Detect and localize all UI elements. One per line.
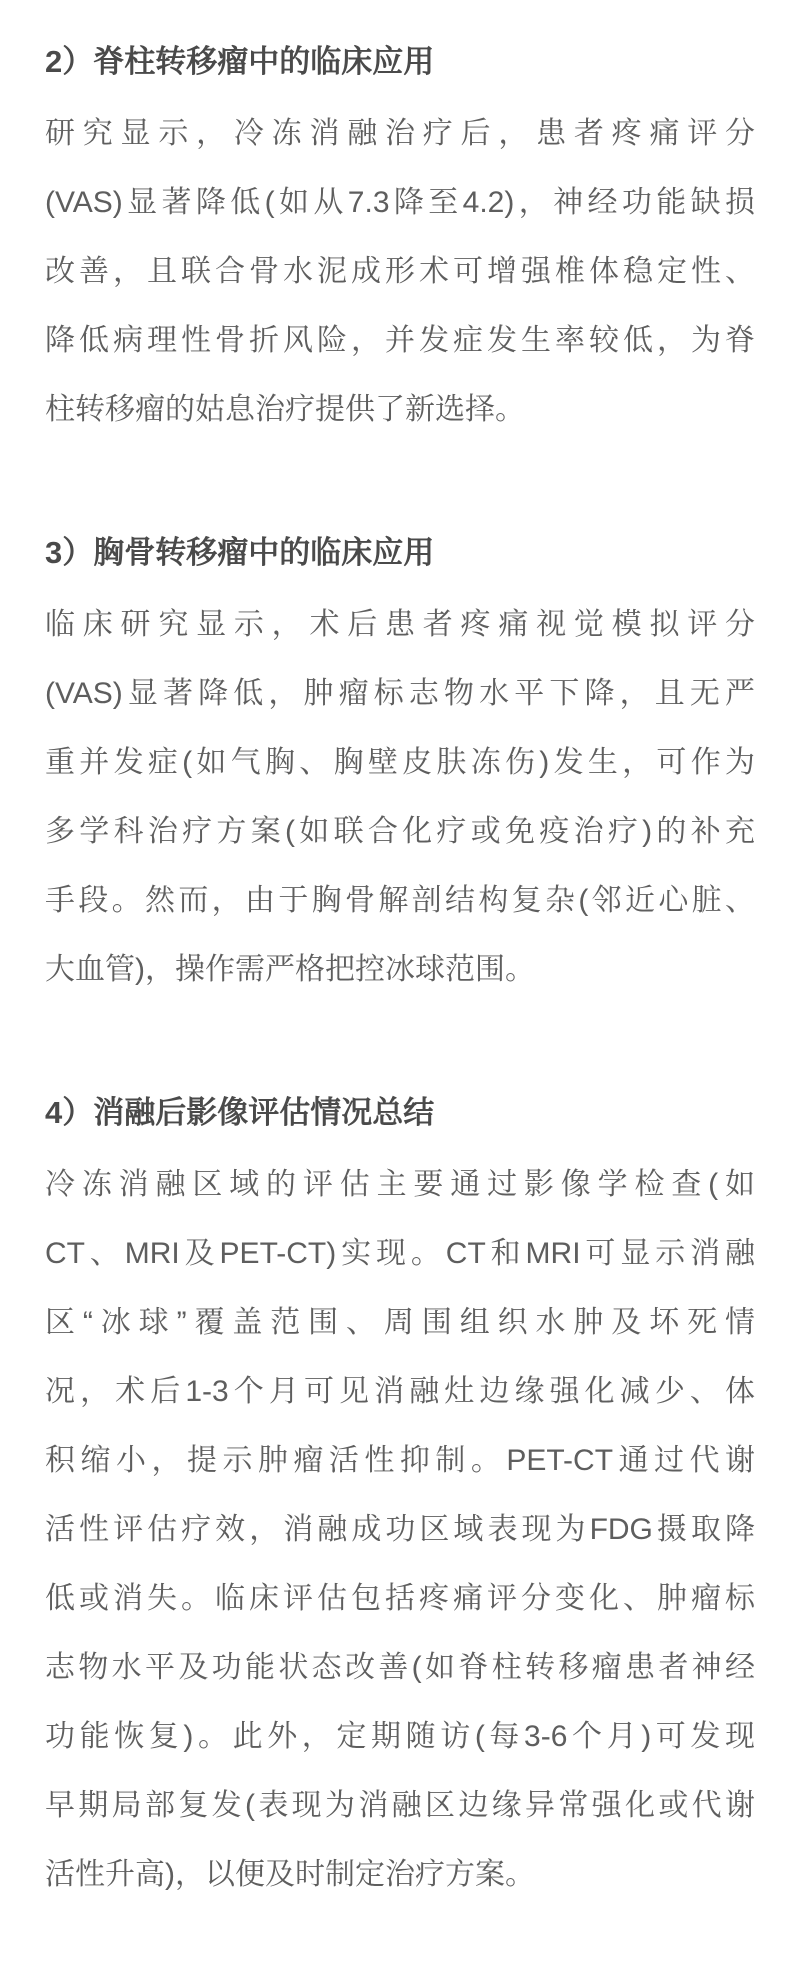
article-section [45,27,755,444]
paragraph-line: 积缩小，提示肿瘤活性抑制。PET-CT通过代谢 [45,1444,755,1477]
paragraph-line: 手段。然而，由于胸骨解剖结构复杂(邻近心脏、 [45,884,755,917]
paragraph-line: 活性评估疗效，消融成功区域表现为FDG摄取降 [45,1513,755,1546]
paragraph-line: 研究显示，冷冻消融治疗后，患者疼痛评分 [45,117,755,150]
section-heading: 2）脊柱转移瘤中的临床应用 [45,44,435,79]
article-section [45,518,755,1004]
paragraph-line: 早期局部复发(表现为消融区边缘异常强化或代谢 [45,1789,755,1822]
paragraph-line: 志物水平及功能状态改善(如脊柱转移瘤患者神经 [45,1651,755,1684]
paragraph-line: CT、MRI及PET-CT)实现。CT和MRI可显示消融 [45,1237,755,1270]
section-paragraph [45,99,755,444]
article-section [45,1078,755,1909]
section-heading: 4）消融后影像评估情况总结 [45,1095,435,1130]
section-heading: 3）胸骨转移瘤中的临床应用 [45,535,435,570]
section-paragraph [45,1150,755,1909]
paragraph-line: 多学科治疗方案(如联合化疗或免疫治疗)的补充 [45,815,755,848]
paragraph-line: 况，术后1-3个月可见消融灶边缘强化减少、体 [45,1375,755,1408]
paragraph-line: (VAS)显著降低，肿瘤标志物水平下降，且无严 [45,677,755,710]
paragraph-line: 柱转移瘤的姑息治疗提供了新选择。 [45,393,525,426]
paragraph-line: 活性升高)，以便及时制定治疗方案。 [45,1858,535,1891]
paragraph-line: 冷冻消融区域的评估主要通过影像学检查(如 [45,1168,755,1201]
paragraph-line: 大血管)，操作需严格把控冰球范围。 [45,953,535,986]
paragraph-line: 降低病理性骨折风险，并发症发生率较低，为脊 [45,324,755,357]
paragraph-line: (VAS)显著降低(如从7.3降至4.2)，神经功能缺损 [45,186,755,219]
paragraph-line: 功能恢复)。此外，定期随访(每3-6个月)可发现 [45,1720,755,1753]
paragraph-line: 临床研究显示，术后患者疼痛视觉模拟评分 [45,608,755,641]
section-paragraph [45,590,755,1004]
paragraph-line: 改善，且联合骨水泥成形术可增强椎体稳定性、 [45,255,755,288]
paragraph-line: 重并发症(如气胸、胸壁皮肤冻伤)发生，可作为 [45,746,755,779]
paragraph-line: 低或消失。临床评估包括疼痛评分变化、肿瘤标 [45,1582,755,1615]
paragraph-line: 区“冰球”覆盖范围、周围组织水肿及坏死情 [45,1306,755,1339]
